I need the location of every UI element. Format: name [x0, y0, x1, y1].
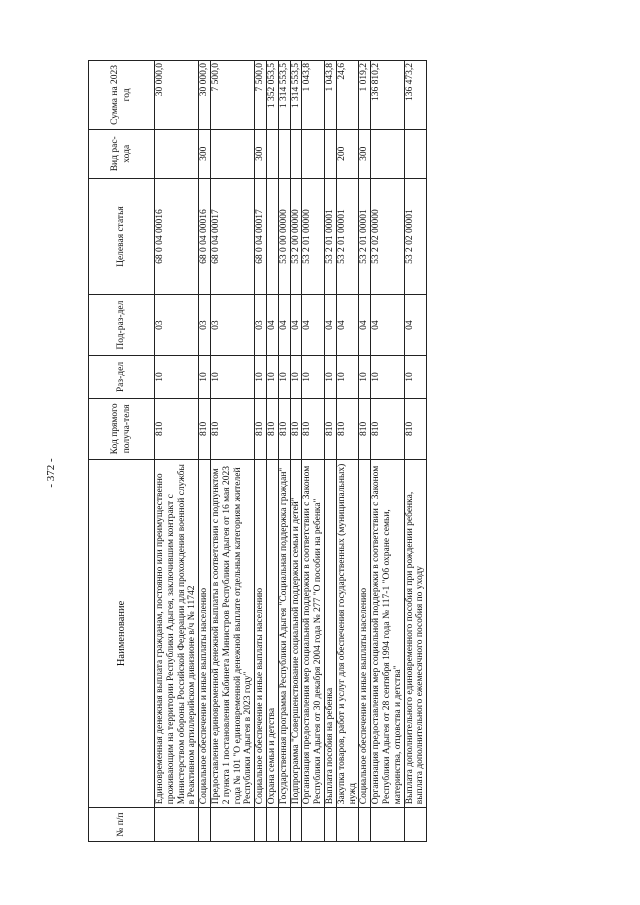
- row-type: 300: [359, 129, 371, 178]
- row-code: 810: [255, 399, 267, 460]
- row-num: [199, 808, 211, 842]
- row-target: 53 2 02 00001: [404, 178, 427, 295]
- row-num: [324, 808, 336, 842]
- row-section: 10: [290, 355, 302, 398]
- row-target: 53 0 00 00000: [278, 178, 290, 295]
- row-subsection: 03: [255, 295, 267, 356]
- row-amount: 136 473,2: [404, 61, 427, 130]
- row-subsection: 04: [336, 295, 359, 356]
- row-type: [290, 129, 302, 178]
- row-amount: 30 000,0: [199, 61, 211, 130]
- row-num: [155, 808, 199, 842]
- row-target: 53 2 00 00000: [290, 178, 302, 295]
- table-row: [336, 61, 359, 842]
- row-name: Социальное обеспечение и иные выплаты населению: [359, 459, 371, 808]
- row-subsection: 03: [199, 295, 211, 356]
- table-row: [266, 61, 278, 842]
- header-subsection: Под-раз-дел: [89, 295, 155, 356]
- row-subsection: 04: [359, 295, 371, 356]
- row-subsection: 04: [404, 295, 427, 356]
- row-code: 810: [278, 399, 290, 460]
- row-subsection: 04: [278, 295, 290, 356]
- row-name: Закупка товаров, работ и услуг для обеспечения государственных (муниципальных) нужд: [336, 459, 359, 808]
- table-row: [255, 61, 267, 842]
- table-row: [324, 61, 336, 842]
- row-type: 300: [199, 129, 211, 178]
- row-num: [255, 808, 267, 842]
- row-num: [336, 808, 359, 842]
- budget-table: [88, 60, 427, 842]
- row-type: [302, 129, 325, 178]
- row-amount: 7 500,0: [210, 61, 254, 130]
- header-amount: Сумма на 2023 год: [89, 61, 155, 130]
- row-subsection: 04: [302, 295, 325, 356]
- row-target: 53 2 01 00001: [359, 178, 371, 295]
- row-num: [210, 808, 254, 842]
- header-section: Раз-дел: [89, 355, 155, 398]
- row-amount: 136 810,2: [371, 61, 404, 130]
- header-target: Целевая статья: [89, 178, 155, 295]
- row-num: [404, 808, 427, 842]
- header-name: Наименование: [89, 459, 155, 808]
- row-amount: 7 500,0: [255, 61, 267, 130]
- row-amount: 1 314 553,5: [290, 61, 302, 130]
- row-type: [371, 129, 404, 178]
- row-num: [278, 808, 290, 842]
- row-amount: 1 352 053,5: [266, 61, 278, 130]
- row-section: 10: [199, 355, 211, 398]
- row-subsection: 04: [371, 295, 404, 356]
- row-target: 68 0 04 00016: [199, 178, 211, 295]
- row-code: 810: [324, 399, 336, 460]
- row-num: [290, 808, 302, 842]
- row-code: 810: [199, 399, 211, 460]
- row-type: [324, 129, 336, 178]
- row-section: 10: [336, 355, 359, 398]
- row-amount: 1 019,2: [359, 61, 371, 130]
- row-target: [266, 178, 278, 295]
- table-row: [155, 61, 199, 842]
- row-target: 68 0 04 00017: [210, 178, 254, 295]
- row-type: [210, 129, 254, 178]
- row-num: [302, 808, 325, 842]
- row-name: Государственная программа Республики Адыгея "Социальная поддержка граждан": [278, 459, 290, 808]
- row-amount: 1 314 553,5: [278, 61, 290, 130]
- row-section: 10: [255, 355, 267, 398]
- row-code: 810: [290, 399, 302, 460]
- row-name: Социальное обеспечение и иные выплаты населению: [199, 459, 211, 808]
- row-subsection: 04: [266, 295, 278, 356]
- row-code: 810: [336, 399, 359, 460]
- row-section: 10: [266, 355, 278, 398]
- row-name: Предоставление единовременной денежной выплаты в соответствии с подпунктом 2 пункта 1 постановления Кабинета Министров Республики Адыгея от 16 мая 2023 года № 101 "О единовременной денежной выплате отдельным категориям жителей Республики Адыгея в 2023 году": [210, 459, 254, 808]
- row-type: [266, 129, 278, 178]
- row-target: 53 2 01 00001: [336, 178, 359, 295]
- row-code: 810: [302, 399, 325, 460]
- row-name: Организация предоставления мер социальной поддержки в соответствии с Законом Республики Адыгея от 30 декабря 2004 года № 277 "О пособии на ребенка": [302, 459, 325, 808]
- row-num: [266, 808, 278, 842]
- row-amount: 1 043,8: [324, 61, 336, 130]
- table-row: [199, 61, 211, 842]
- row-subsection: 04: [324, 295, 336, 356]
- table-row: [290, 61, 302, 842]
- row-type: 300: [255, 129, 267, 178]
- row-num: [371, 808, 404, 842]
- row-type: [155, 129, 199, 178]
- row-section: 10: [155, 355, 199, 398]
- row-code: 810: [371, 399, 404, 460]
- row-name: Выплата пособия на ребенка: [324, 459, 336, 808]
- row-target: 53 2 01 00001: [324, 178, 336, 295]
- table-row: [404, 61, 427, 842]
- row-target: 68 0 04 00016: [155, 178, 199, 295]
- table-row: [302, 61, 325, 842]
- table-row: [210, 61, 254, 842]
- row-name: Подпрограмма "Совершенствование социальной поддержки семьи и детей": [290, 459, 302, 808]
- row-section: 10: [324, 355, 336, 398]
- row-num: [359, 808, 371, 842]
- row-name: Охрана семьи и детства: [266, 459, 278, 808]
- row-type: [278, 129, 290, 178]
- row-target: 68 0 04 00017: [255, 178, 267, 295]
- row-name: Выплата дополнительного единовременного пособия при рождении ребенка, выплата дополнительного ежемесячного пособия по уходу: [404, 459, 427, 808]
- row-name: Организация предоставления мер социальной поддержки в соответствии с Законом Республики Адыгея от 28 сентября 1994 года № 117-1 "Об охране семьи, материнства, отцовства и детства": [371, 459, 404, 808]
- row-type: [404, 129, 427, 178]
- row-name: Социальное обеспечение и иные выплаты населению: [255, 459, 267, 808]
- table-row: [359, 61, 371, 842]
- header-code: Код прямого получа-теля: [89, 399, 155, 460]
- row-section: 10: [302, 355, 325, 398]
- row-code: 810: [155, 399, 199, 460]
- row-name: Единовременная денежная выплата гражданам, постоянно или преимущественно проживающим на территории Республики Адыгея, заключившим контракт с Министерством обороны Российской Федерации для прохождения военной службы в Реактивном артиллерийском дивизионе в/ч № 11742: [155, 459, 199, 808]
- row-target: 53 2 01 00000: [302, 178, 325, 295]
- row-amount: 30 000,0: [155, 61, 199, 130]
- table-row: [371, 61, 404, 842]
- row-section: 10: [371, 355, 404, 398]
- row-section: 10: [278, 355, 290, 398]
- row-section: 10: [404, 355, 427, 398]
- row-code: 810: [404, 399, 427, 460]
- row-amount: 1 043,8: [302, 61, 325, 130]
- row-amount: 24,6: [336, 61, 359, 130]
- row-subsection: 04: [290, 295, 302, 356]
- row-section: 10: [359, 355, 371, 398]
- row-section: 10: [210, 355, 254, 398]
- header-expense-type: Вид рас-хода: [89, 129, 155, 178]
- budget-table-container: [88, 60, 640, 842]
- row-code: 810: [359, 399, 371, 460]
- table-row: [278, 61, 290, 842]
- row-code: 810: [266, 399, 278, 460]
- row-subsection: 03: [155, 295, 199, 356]
- row-code: 810: [210, 399, 254, 460]
- row-type: 200: [336, 129, 359, 178]
- row-subsection: 03: [210, 295, 254, 356]
- row-target: 53 2 02 00000: [371, 178, 404, 295]
- page-number: - 372 -: [45, 458, 57, 488]
- header-num: № п/п: [89, 808, 155, 842]
- header-row: [89, 61, 155, 842]
